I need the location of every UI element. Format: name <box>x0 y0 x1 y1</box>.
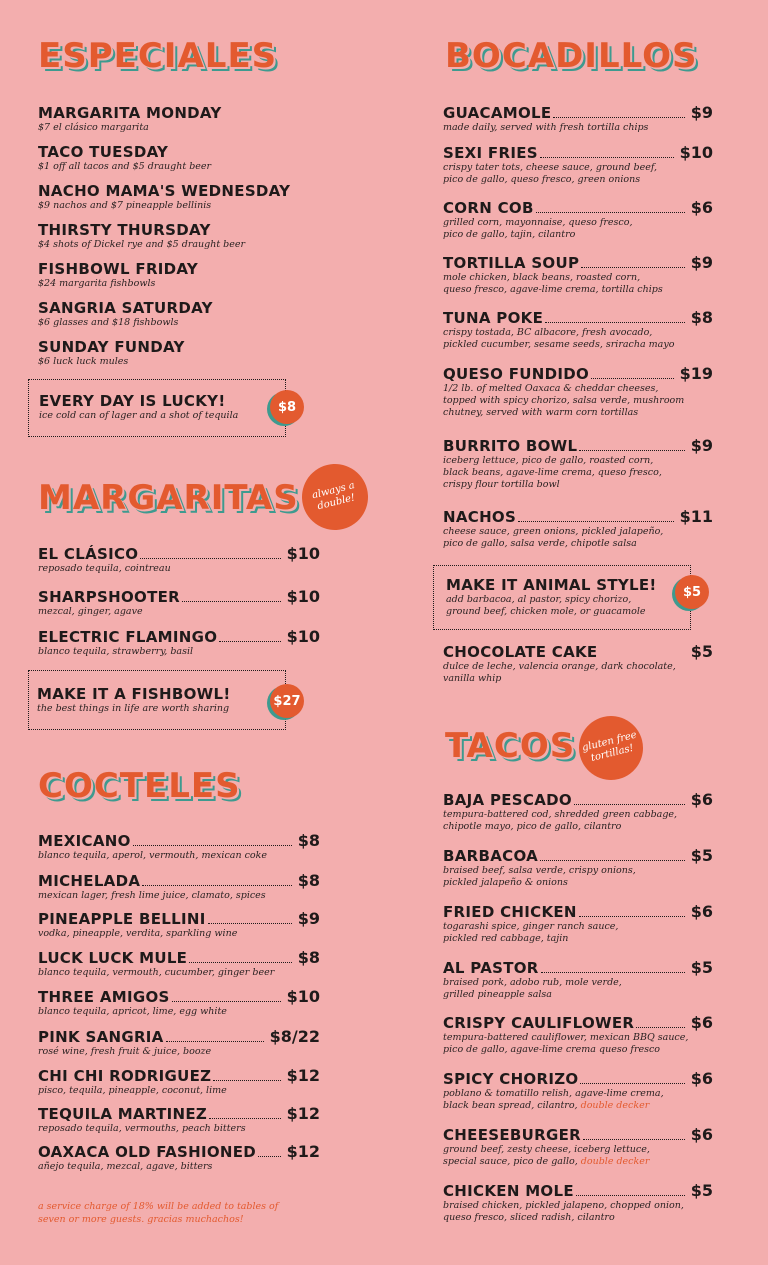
dessert-item: CHOCOLATE CAKE $5 dulce de leche, valencia orange, dark chocolate, vanilla whip <box>443 642 713 684</box>
list-item: SEXI FRIES $10 crispy tater tots, cheese sauce, ground beef, pico de gallo, queso fresco, green onions <box>443 143 713 185</box>
list-item: THREE AMIGOS $10 blanco tequila, apricot, lime, egg white <box>38 987 320 1017</box>
list-item: OAXACA OLD FASHIONED $12 añejo tequila, mezcal, agave, bitters <box>38 1142 320 1172</box>
list-item: CHEESEBURGER $6 ground beef, zesty cheese, iceberg lettuce, special sauce, pico de gallo, double decker <box>443 1125 713 1167</box>
list-item: SPICY CHORIZO $6 poblano & tomatillo relish, agave-lime crema, black bean spread, cilantro, double decker <box>443 1069 713 1111</box>
list-item: TORTILLA SOUP $9 mole chicken, black beans, roasted corn, queso fresco, agave-lime crema, tortilla chips <box>443 253 713 295</box>
list-item: QUESO FUNDIDO $19 1/2 lb. of melted Oaxaca & cheddar cheeses, topped with spicy chorizo, salsa verde, mushroom chutney, served with warm corn tortillas <box>443 364 713 418</box>
tacos-heading: TACOS <box>445 726 576 766</box>
list-item: LUCK LUCK MULE $8 blanco tequila, vermouth, cucumber, ginger beer <box>38 948 320 978</box>
list-item: GUACAMOLE $9 made daily, served with fresh tortilla chips <box>443 103 713 133</box>
price-badge: $5 <box>675 575 709 609</box>
list-item: NACHO MAMA'S WEDNESDAY $9 nachos and $7 pineapple bellinis <box>38 182 291 211</box>
list-item: TEQUILA MARTINEZ $12 reposado tequila, vermouths, peach bitters <box>38 1104 320 1134</box>
animal-style-box: MAKE IT ANIMAL STYLE! add barbacoa, al pastor, spicy chorizo, ground beef, chicken mole, or guacamole <box>433 565 691 630</box>
list-item: CHICKEN MOLE $5 braised chicken, pickled jalapeno, chopped onion, queso fresco, sliced radish, cilantro <box>443 1181 713 1223</box>
list-item: PINEAPPLE BELLINI $9 vodka, pineapple, verdita, sparkling wine <box>38 909 320 939</box>
price-badge: $27 <box>270 684 304 718</box>
every-day-lucky-box: EVERY DAY IS LUCKY! ice cold can of lager and a shot of tequila <box>28 379 286 437</box>
list-item: BURRITO BOWL $9 iceberg lettuce, pico de gallo, roasted corn, black beans, agave-lime crema, queso fresco, crispy flour tortilla bowl <box>443 436 713 490</box>
gluten-free-stamp: gluten free tortillas! <box>572 709 650 787</box>
list-item: FISHBOWL FRIDAY $24 margarita fishbowls <box>38 260 199 289</box>
list-item: THIRSTY THURSDAY $4 shots of Dickel rye and $5 draught beer <box>38 221 246 250</box>
list-item: BARBACOA $5 braised beef, salsa verde, crispy onions, pickled jalapeño & onions <box>443 846 713 888</box>
list-item: CORN COB $6 grilled corn, mayonnaise, queso fresco, pico de gallo, tajin, cilantro <box>443 198 713 240</box>
margaritas-heading: MARGARITAS <box>38 478 299 518</box>
list-item: MICHELADA $8 mexican lager, fresh lime juice, clamato, spices <box>38 871 320 901</box>
list-item: TUNA POKE $8 crispy tostada, BC albacore, fresh avocado, pickled cucumber, sesame seeds, sriracha mayo <box>443 308 713 350</box>
list-item: TACO TUESDAY $1 off all tacos and $5 draught beer <box>38 143 212 172</box>
list-item: AL PASTOR $5 braised pork, adobo rub, mole verde, grilled pineapple salsa <box>443 958 713 1000</box>
list-item: MEXICANO $8 blanco tequila, aperol, vermouth, mexican coke <box>38 831 320 861</box>
list-item: EL CLÁSICO $10 reposado tequila, cointreau <box>38 544 320 574</box>
list-item: CHI CHI RODRIGUEZ $12 pisco, tequila, pineapple, coconut, lime <box>38 1066 320 1096</box>
list-item: SANGRIA SATURDAY $6 glasses and $18 fishbowls <box>38 299 213 328</box>
cocteles-heading: COCTELES <box>38 766 241 806</box>
bocadillos-heading: BOCADILLOS <box>445 36 698 76</box>
always-double-stamp: always a double! <box>295 457 375 537</box>
fishbowl-box: MAKE IT A FISHBOWL! the best things in life are worth sharing <box>28 670 286 730</box>
list-item: CRISPY CAULIFLOWER $6 tempura-battered cauliflower, mexican BBQ sauce, pico de gallo, agave-lime crema queso fresco <box>443 1013 713 1055</box>
list-item: NACHOS $11 cheese sauce, green onions, pickled jalapeño, pico de gallo, salsa verde, chipotle salsa <box>443 507 713 549</box>
list-item: MARGARITA MONDAY $7 el clásico margarita <box>38 104 222 133</box>
list-item: SUNDAY FUNDAY $6 luck luck mules <box>38 338 185 367</box>
especiales-heading: ESPECIALES <box>38 36 278 76</box>
service-charge-note: a service charge of 18% will be added to tables of seven or more guests. gracias muchachos! <box>38 1201 279 1225</box>
list-item: BAJA PESCADO $6 tempura-battered cod, shredded green cabbage, chipotle mayo, pico de gallo, cilantro <box>443 790 713 832</box>
list-item: PINK SANGRIA $8/22 rosé wine, fresh fruit & juice, booze <box>38 1027 320 1057</box>
list-item: FRIED CHICKEN $6 togarashi spice, ginger ranch sauce, pickled red cabbage, tajin <box>443 902 713 944</box>
list-item: SHARPSHOOTER $10 mezcal, ginger, agave <box>38 587 320 617</box>
price-badge: $8 <box>270 390 304 424</box>
list-item: ELECTRIC FLAMINGO $10 blanco tequila, strawberry, basil <box>38 627 320 657</box>
